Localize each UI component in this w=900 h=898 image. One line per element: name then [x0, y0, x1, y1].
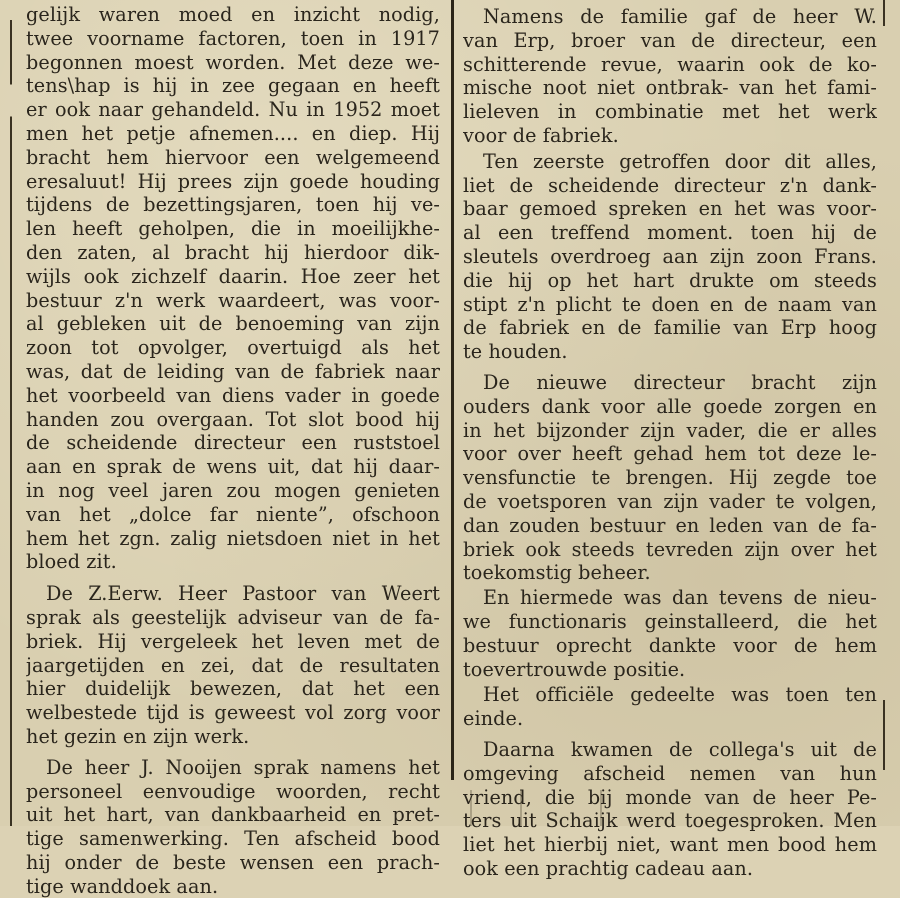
text-line: voor over heeft gehad hem tot deze le-	[463, 442, 877, 466]
right-column	[463, 0, 877, 881]
text-line: was, dat de leiding van de fabriek naar	[26, 359, 440, 383]
text-line: de voetsporen van zijn vader te volgen,	[463, 489, 877, 513]
text-line: liet het hierbij niet, want men bood hem	[463, 833, 877, 857]
text-line: zoon tot opvolger, overtuigd als het	[26, 336, 440, 360]
right-edge-rule	[883, 700, 885, 770]
text-line: En hiermede was dan tevens de nieu-	[483, 586, 877, 610]
text-line: uit het hart, van dankbaarheid en pret-	[26, 803, 440, 827]
text-line: van Erp, broer van de directeur, een	[463, 28, 877, 52]
text-line: vensfunctie te brengen. Hij zegde toe	[463, 466, 877, 490]
text-line: in het bijzonder zijn vader, die er alles	[463, 418, 877, 442]
left-column	[26, 0, 440, 898]
text-line: jaargetijden en zei, dat de resultaten	[26, 653, 440, 677]
article-paragraph	[463, 683, 877, 731]
text-line: aan en sprak de wens uit, dat hij daar-	[26, 455, 440, 479]
text-line: bestuur z'n werk waardeert, was voor-	[26, 288, 440, 312]
text-line: we functionaris geinstalleerd, die het	[463, 609, 877, 633]
left-column-rule	[10, 20, 12, 826]
text-line: ook een prachtig cadeau aan.	[463, 856, 754, 880]
text-line: bracht hem hiervoor een welgemeend	[26, 145, 440, 169]
text-line: tijdens de bezettingsjaren, toen hij ve-	[26, 193, 440, 217]
text-line: De heer J. Nooijen sprak namens het	[46, 755, 440, 779]
article-paragraph	[463, 150, 877, 364]
text-line: twee voorname factoren, toen in 1917	[26, 26, 440, 50]
text-line: gelijk waren moed en inzicht nodig,	[26, 3, 440, 26]
text-line: men het petje afnemen.... en diep. Hij	[26, 121, 440, 145]
article-paragraph	[463, 586, 877, 681]
text-line: begonnen moest worden. Met deze we-	[26, 50, 440, 74]
article-paragraph	[26, 3, 440, 574]
text-line: mische noot niet ontbrak- van het fami-	[463, 76, 877, 100]
text-line: sprak als geestelijk adviseur van de fa-	[26, 605, 440, 629]
text-line: briek ook steeds tevreden zijn over het	[463, 537, 877, 561]
text-line: dan zouden bestuur en leden van de fa-	[463, 513, 877, 537]
text-line: personeel eenvoudige woorden, recht	[26, 779, 440, 803]
text-line: de scheidende directeur een ruststoel	[26, 431, 440, 455]
article-paragraph	[26, 756, 440, 898]
text-line: tige samenwerking. Ten afscheid bood	[26, 827, 440, 851]
text-line: De nieuwe directeur bracht zijn	[483, 370, 877, 394]
text-line: eresaluut! Hij prees zijn goede houding	[26, 169, 440, 193]
column-divider	[451, 0, 454, 780]
text-line: te houden.	[463, 340, 568, 364]
text-line: hij onder de beste wensen een prach-	[26, 850, 440, 874]
text-line: bloed zit.	[26, 550, 117, 574]
text-line: vriend, die bij monde van de heer Pe-	[463, 785, 877, 809]
text-line: tens\hap is hij in zee gegaan en heeft	[26, 74, 440, 98]
text-line: Het officiële gedeelte was toen ten	[483, 683, 877, 707]
text-line: voor de fabriek.	[463, 123, 619, 147]
text-line: toekomstig beheer.	[463, 561, 651, 585]
text-line: bestuur oprecht dankte voor de hem	[463, 633, 877, 657]
text-line: wijls ook zichzelf daarin. Hoe zeer het	[26, 264, 440, 288]
text-line: lieleven in combinatie met het werk	[463, 100, 877, 124]
text-line: De Z.Eerw. Heer Pastoor van Weert	[46, 582, 440, 606]
text-line: welbestede tijd is geweest vol zorg voor	[26, 701, 440, 725]
text-line: het gezin en zijn werk.	[26, 724, 250, 748]
text-line: in nog veel jaren zou mogen genieten	[26, 478, 440, 502]
text-line: Daarna kwamen de collega's uit de	[483, 737, 877, 761]
article-paragraph	[463, 5, 877, 148]
text-line: de fabriek en de familie van Erp hoog	[463, 316, 877, 340]
text-line: ters uit Schaijk werd toegesproken. Men	[463, 809, 877, 833]
text-line: handen zou overgaan. Tot slot bood hij	[26, 407, 440, 431]
text-line: hem het zgn. zalig nietsdoen niet in het	[26, 526, 440, 550]
text-line: schitterende revue, waarin ook de ko-	[463, 52, 877, 76]
text-line: toevertrouwde positie.	[463, 657, 686, 681]
text-line: den zaten, al bracht hij hierdoor dik-	[26, 240, 440, 264]
text-line: tige wanddoek aan.	[26, 874, 219, 898]
right-edge-rule-top	[883, 0, 885, 26]
text-line: hier duidelijk bewezen, dat het een	[26, 677, 440, 701]
text-line: ouders dank voor alle goede zorgen en	[463, 394, 877, 418]
text-line: sleutels overdroeg aan zijn zoon Frans.	[463, 244, 877, 268]
article-paragraph	[26, 582, 440, 749]
text-line: Namens de familie gaf de heer W.	[483, 5, 877, 28]
text-line: van het „dolce far niente”, ofschoon	[26, 502, 440, 526]
text-line: einde.	[463, 707, 524, 731]
text-line: omgeving afscheid nemen van hun	[463, 761, 877, 785]
article-paragraph	[463, 371, 877, 585]
article-paragraph	[463, 738, 877, 881]
text-line: al een treffend moment. toen hij de	[463, 221, 877, 245]
text-line: al gebleken uit de benoeming van zijn	[26, 312, 440, 336]
text-line: stipt z'n plicht te doen en de naam van	[463, 292, 877, 316]
text-line: briek. Hij vergeleek het leven met de	[26, 629, 440, 653]
text-line: len heeft geholpen, die in moeilijkhe-	[26, 217, 440, 241]
text-line: liet de scheidende directeur z'n dank-	[463, 173, 877, 197]
text-line: baar gemoed spreken en het was voor-	[463, 197, 877, 221]
text-line: het voorbeeld van diens vader in goede	[26, 383, 440, 407]
text-line: er ook naar gehandeld. Nu in 1952 moet	[26, 98, 440, 122]
text-line: die hij op het hart drukte om steeds	[463, 268, 877, 292]
text-line: Ten zeerste getroffen door dit alles,	[483, 149, 877, 173]
